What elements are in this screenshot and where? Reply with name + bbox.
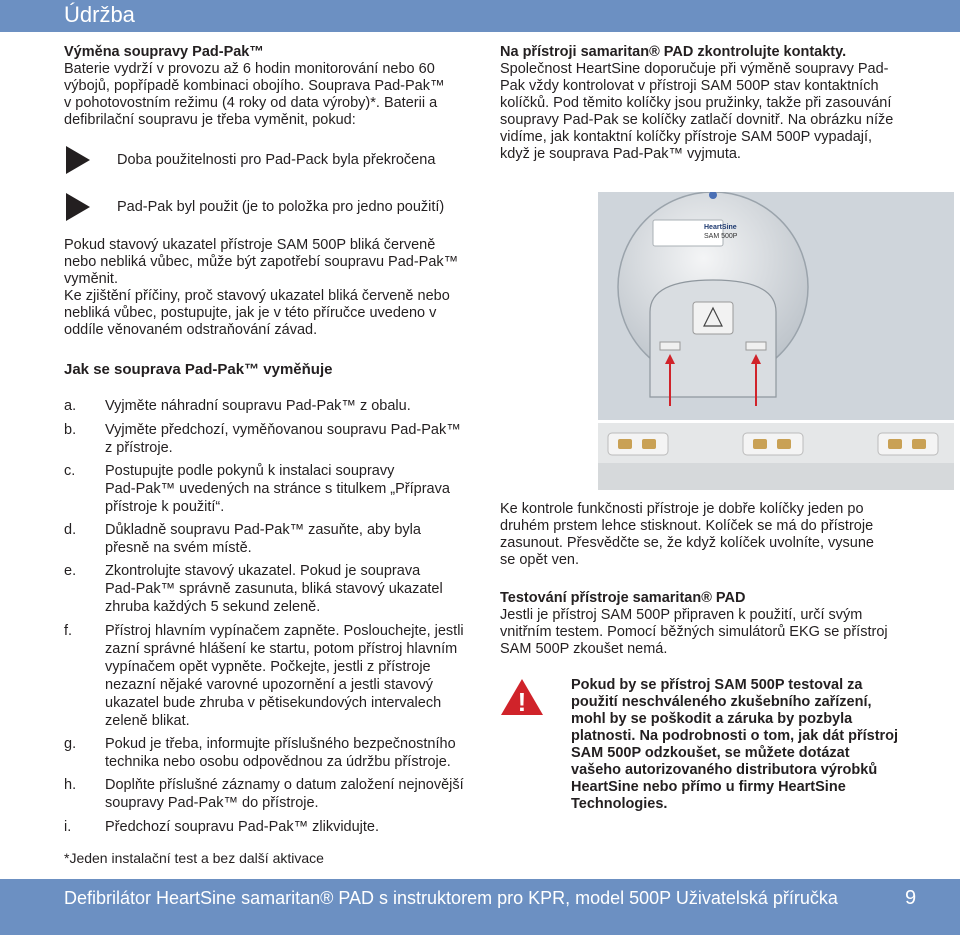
testing-paragraph xyxy=(500,607,955,658)
step-letter: e. xyxy=(64,563,77,579)
step-line: zazní správné hlášení ke startu, potom přístroj hlavním xyxy=(105,641,458,657)
status-paragraph xyxy=(64,237,494,339)
warning-line: Technologies. xyxy=(571,796,668,812)
step-letter: b. xyxy=(64,422,77,438)
label-brand: HeartSine xyxy=(704,224,737,231)
step-line: Vyjměte předchozí, vyměňovanou soupravu Pad-Pak™ xyxy=(105,422,461,438)
step-line: Pad-Pak™ správně zasunuta, bliká stavový ukazatel xyxy=(105,581,443,597)
warning-line: vašeho autorizovaného distributora výrobků xyxy=(571,762,878,778)
step-line: zhruba každých 5 sekund zeleně. xyxy=(105,599,321,615)
check-line: zasunout. Přesvědčte se, že když kolíček uvolníte, vysune xyxy=(500,535,874,551)
contacts-line: když je souprava Pad-Pak™ vyjmuta. xyxy=(500,146,741,162)
contact-pins-photo xyxy=(598,423,954,490)
step-line: přesně na svém místě. xyxy=(105,540,252,556)
step-line: Doplňte příslušné záznamy o datum založení nejnovější xyxy=(105,777,464,793)
step-letter: h. xyxy=(64,777,77,793)
status-line: vyměnit. xyxy=(64,271,118,287)
step-line: Pokud je třeba, informujte příslušného bezpečnostního xyxy=(105,736,456,752)
warning-line: použití neschváleného zkušebního zařízení, xyxy=(571,694,872,710)
step-line: nezazní nějaké varovné upozornění a jestli stavový xyxy=(105,677,434,693)
warning-line: HeartSine nebo přímo u firmy HeartSine xyxy=(571,779,846,795)
step-line: soupravy Pad-Pak™ do přístroje. xyxy=(105,795,319,811)
warning-line: SAM 500P odzkoušet, se můžete dotázat xyxy=(571,745,850,761)
step-line: Důkladně soupravu Pad-Pak™ zasuňte, aby byla xyxy=(105,522,421,538)
intro-line: defibrilační soupravu je třeba vyměnit, pokud: xyxy=(64,112,356,128)
warning-paragraph xyxy=(571,677,956,813)
status-line: nebliká vůbec, postupujte, jak je v této příručce uvedeno v xyxy=(64,305,437,321)
intro-line: výbojů, popřípadě kombinaci obojího. Souprava Pad-Pak™ xyxy=(64,78,445,94)
contacts-paragraph xyxy=(500,61,955,163)
contacts-line: vidíme, jak kontaktní kolíčky přístroje SAM 500P vypadají, xyxy=(500,129,873,145)
step-line: zeleně blikat. xyxy=(105,713,190,729)
step-line: Zkontrolujte stavový ukazatel. Pokud je souprava xyxy=(105,563,421,579)
header-band xyxy=(0,0,960,32)
intro-line: Baterie vydrží v provozu až 6 hodin monitorování nebo 60 xyxy=(64,61,435,77)
warning-line: Pokud by se přístroj SAM 500P testoval za xyxy=(571,677,863,693)
bullet-arrow-icon xyxy=(66,193,90,221)
footer-band xyxy=(0,879,960,935)
testing-line: Jestli je přístroj SAM 500P připraven k použití, určí svým xyxy=(500,607,863,623)
warning-icon xyxy=(500,678,544,716)
bullet-expired: Doba použitelnosti pro Pad-Pack byla překročena xyxy=(117,152,436,168)
pins-illustration xyxy=(598,423,954,490)
warning-line: platnosti. Na podrobnosti o tom, jak dát přístroj xyxy=(571,728,899,744)
contacts-line: kolíčků. Pod těmito kolíčky jsou pružinky, takže při zasouvání xyxy=(500,95,892,111)
step-line: Předchozí soupravu Pad-Pak™ zlikvidujte. xyxy=(105,819,380,835)
replacement-heading: Výměna soupravy Pad-Pak™ xyxy=(64,44,264,60)
step-line: z přístroje. xyxy=(105,440,173,456)
step-line: Pad-Pak™ uvedených na stránce s titulkem „Příprava xyxy=(105,481,450,497)
page-title: Údržba xyxy=(64,2,135,27)
label-model: SAM 500P xyxy=(704,233,738,240)
status-line: Ke zjištění příčiny, proč stavový ukazatel bliká červeně nebo xyxy=(64,288,450,304)
step-line: ukazatel bude zhruba v pětisekundových intervalech xyxy=(105,695,442,711)
contacts-line: soupravy Pad-Pak se kolíčky zatlačí dovnitř. Na obrázku níže xyxy=(500,112,894,128)
testing-heading: Testování přístroje samaritan® PAD xyxy=(500,590,746,606)
warning-symbol: ! xyxy=(517,687,527,716)
check-line: druhém prstem lehce stisknout. Kolíček se má do přístroje xyxy=(500,518,874,534)
status-line: Pokud stavový ukazatel přístroje SAM 500P bliká červeně xyxy=(64,237,436,253)
contacts-heading: Na přístroji samaritan® PAD zkontrolujte kontakty. xyxy=(500,44,847,60)
step-line: Postupujte podle pokynů k instalaci soupravy xyxy=(105,463,395,479)
step-letter: a. xyxy=(64,398,77,414)
contacts-line: Pak vždy kontrolovat v přístroji SAM 500P stav kontaktních xyxy=(500,78,879,94)
status-line: nebo nebliká vůbec, může být zapotřebí soupravu Pad-Pak™ xyxy=(64,254,459,270)
step-letter: i. xyxy=(64,819,72,835)
testing-line: vnitřním testem. Pomocí běžných simulátorů EKG se přístroj xyxy=(500,624,888,640)
step-line: vypínačem opět vypněte. Počkejte, jestli z přístroje xyxy=(105,659,431,675)
intro-paragraph xyxy=(64,61,484,129)
how-heading: Jak se souprava Pad-Pak™ vyměňuje xyxy=(64,361,333,378)
bullet-used: Pad-Pak byl použit (je to položka pro jedno použití) xyxy=(117,199,445,215)
device-illustration xyxy=(598,192,954,420)
footer-title: Defibrilátor HeartSine samaritan® PAD s instruktorem pro KPR, model 500P Uživatelská příručka xyxy=(64,888,838,908)
warning-line: mohl by se poškodit a záruka by pozbyla xyxy=(571,711,853,727)
step-letter: g. xyxy=(64,736,77,752)
footnote: *Jeden instalační test a bez další aktivace xyxy=(64,850,324,866)
device-back-photo xyxy=(598,192,954,420)
step-line: Přístroj hlavním vypínačem zapněte. Poslouchejte, jestli xyxy=(105,623,464,639)
step-line: přístroje k použití“. xyxy=(105,499,225,515)
step-letter: f. xyxy=(64,623,73,639)
pin-2 xyxy=(743,433,803,455)
check-paragraph xyxy=(500,501,955,569)
bullet-arrow-icon xyxy=(66,146,90,174)
check-line: se opět ven. xyxy=(500,552,579,568)
step-line: Vyjměte náhradní soupravu Pad-Pak™ z obalu. xyxy=(105,398,411,414)
pin-1 xyxy=(608,433,668,455)
testing-line: SAM 500P zkoušet nemá. xyxy=(500,641,668,657)
check-line: Ke kontrole funkčnosti přístroje je dobře kolíčky jeden po xyxy=(500,501,864,517)
contacts-line: Společnost HeartSine doporučuje při výměně soupravy Pad- xyxy=(500,61,889,77)
intro-line: v pohotovostním režimu (4 roky od data výroby)*. Baterii a xyxy=(64,95,438,111)
step-line: technika nebo osobu odpovědnou za údržbu přístroje. xyxy=(105,754,451,770)
status-line: oddíle věnovaném odstraňování závad. xyxy=(64,322,318,338)
page-number: 9 xyxy=(905,887,917,909)
pin-3 xyxy=(878,433,938,455)
step-letter: c. xyxy=(64,463,76,479)
step-letter: d. xyxy=(64,522,77,538)
